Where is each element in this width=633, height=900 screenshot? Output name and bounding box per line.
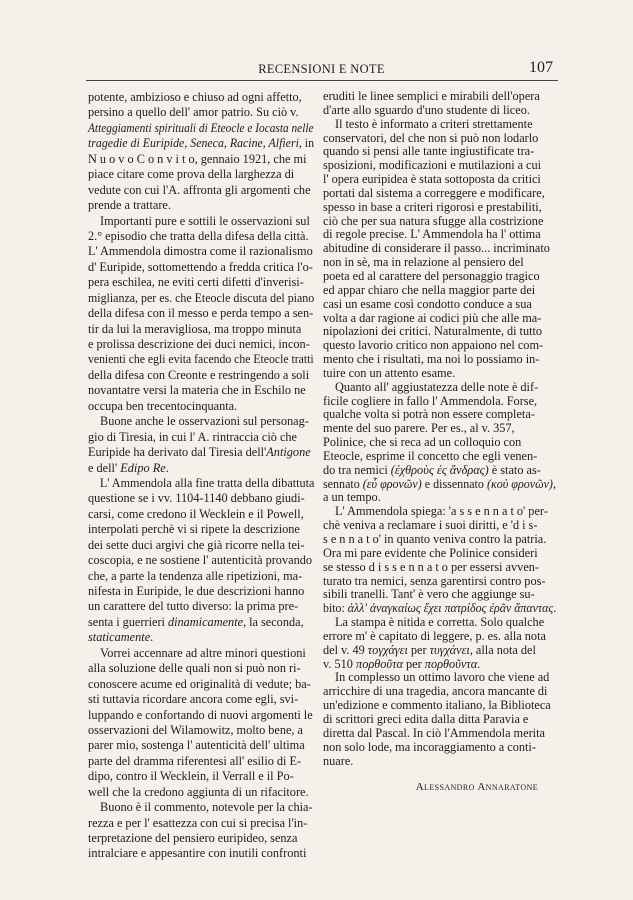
text-line (323, 256, 556, 270)
text: L' Ammendola alla fine tratta della dibattuta (99, 475, 315, 490)
text-line (88, 214, 314, 229)
text: piace citare come prova della larghezza di (88, 167, 295, 182)
text-line (323, 699, 556, 713)
text: in (301, 136, 315, 151)
text: della difesa con Creonte e restringendo a soli (88, 367, 310, 382)
paragraph (88, 414, 314, 476)
text: e dissennato (421, 476, 487, 491)
text-line (323, 339, 556, 353)
text: per (402, 656, 425, 671)
italic-text: staticamente (88, 630, 151, 645)
paragraph (88, 476, 314, 646)
text: d'arte allo sguardo d'uno studente di liceo. (323, 102, 530, 117)
text-line (88, 569, 314, 584)
text-line (88, 615, 314, 630)
text: qualche volta si potrà non essere completa- (323, 407, 535, 422)
text-line (323, 519, 556, 533)
text-line (88, 120, 314, 136)
text: del v. 49 (323, 642, 368, 657)
text: terpretazione del pensiero euripideo, senza (88, 831, 298, 845)
italic-text: dinamicamente (167, 614, 244, 629)
text-line (88, 553, 314, 568)
text: parte del dramma riferentesi all' esilio di E- (88, 753, 302, 768)
text: sti tuttavia ricordare ancora come egli, svi- (88, 692, 299, 707)
author-first-name: Alessandro (415, 781, 475, 794)
text: quando si pensi alle tante ingiustificate tra- (323, 144, 535, 159)
text-line (323, 395, 556, 409)
text-line (323, 533, 556, 547)
paragraph (88, 646, 314, 800)
text: coscopia, e ne sostiene l' autenticità provando (88, 553, 313, 568)
paragraph (88, 800, 314, 862)
text-line (88, 708, 314, 723)
text: ciò che per sua natura sfugge alla costrizione (323, 213, 544, 228)
paragraph (88, 214, 314, 415)
text-line (323, 215, 556, 229)
text: Importanti pure e sottili le osservazioni sul (100, 213, 310, 228)
text: abitudine di considerare il passo... incriminato (323, 241, 550, 256)
paragraph (323, 505, 556, 616)
text-line (323, 741, 556, 755)
text: nuare. (323, 753, 354, 768)
text-line (323, 201, 556, 215)
text-line (323, 422, 556, 436)
text-line (323, 132, 556, 146)
text: che, a parte la tendenza alle ripetizioni, ma- (88, 568, 303, 583)
text-line (88, 723, 314, 738)
text-line (323, 381, 556, 395)
paragraph (323, 118, 556, 381)
text: poeta ed al carattere del personaggio tragico (323, 268, 540, 283)
text-line (88, 661, 314, 676)
text: non in sè, ma in relazione al pensiero del (323, 255, 524, 270)
text: L' Ammendola dimostra come il razionalismo (88, 244, 313, 259)
italic-text: Edipo Re (120, 460, 166, 475)
text-line (88, 244, 314, 259)
text: , la seconda, (243, 614, 304, 629)
text-line (88, 769, 314, 784)
text-line (88, 322, 314, 337)
text-line (88, 399, 314, 414)
text: Ora mi pare evidente che Polinice consideri (323, 545, 538, 560)
text-line (88, 816, 314, 831)
italic-text: τυγχάνει (429, 642, 470, 657)
text-line (323, 450, 556, 464)
italic-text: τογχάγει (367, 642, 408, 657)
text-line (323, 159, 556, 173)
text-line (88, 507, 314, 522)
text: novantatre versi la materia che in Eschilo ne (88, 383, 306, 398)
page-number: 107 (529, 59, 553, 76)
text-line (323, 353, 556, 367)
text-line (323, 685, 556, 699)
text: senta i guerrieri (88, 614, 168, 629)
text-line (323, 367, 556, 381)
text: intralciare e appesantire con inutili confronti (88, 846, 307, 861)
author-signature (323, 780, 556, 794)
text: v. 510 (323, 656, 357, 671)
text: casi un esame così condotto conduce a sua (323, 296, 532, 311)
text: N u o v o C o n v i t o, gennaio 1921, che mi (88, 151, 307, 166)
text: Buono è il commento, notevole per la chia- (100, 800, 313, 815)
text-line (88, 306, 314, 321)
text: Vorrei accennare ad altre minori questioni (100, 645, 306, 660)
text-line (323, 228, 556, 242)
text: d' Euripide, sottomettendo a fredda critica l'o- (88, 259, 313, 274)
text-line (323, 464, 556, 478)
text: , (552, 476, 556, 491)
text: vedute con cui l'A. affronta gli argomenti che (88, 182, 311, 197)
text: , alla nota del (469, 642, 536, 657)
italic-text: ἀλλ' ἀναγκαίως ἔχει πατρίδος ἐρᾶν ἅπαντας (347, 601, 554, 616)
text-line (88, 352, 314, 367)
text-line (323, 242, 556, 256)
text-line (323, 658, 556, 672)
text-line (88, 430, 314, 445)
text-line (323, 298, 556, 312)
text: pera eschilea, ne eviti certi difetti d'inverisi- (88, 275, 304, 290)
text: l' opera euripidea è stata sottoposta da critici (323, 172, 541, 187)
text-line (323, 476, 556, 492)
text: gio di Tiresia, in cui l' A. rintraccia ciò che (88, 429, 298, 444)
text: chè veniva a reclamare i suoi diritti, e 'd i s- (323, 518, 538, 533)
text-line (88, 90, 314, 105)
text-line (88, 831, 314, 846)
text-line (88, 136, 315, 151)
italic-text: Antigone (266, 445, 311, 460)
text-line (88, 461, 314, 476)
text: sennato (323, 476, 363, 491)
text-line (323, 312, 556, 326)
author-last-name: Annaratone (477, 781, 538, 794)
text: well che la credono aggiunta di un rifacitore. (88, 784, 309, 799)
italic-text: (κοὐ φρονῶν) (486, 476, 553, 491)
text-line (88, 414, 314, 429)
text-line (323, 187, 556, 201)
text-line (323, 713, 556, 727)
paragraph (323, 381, 556, 506)
text: sibili tranelli. Tant' è vero che aggiunge su- (323, 587, 535, 602)
text-line (323, 491, 556, 505)
text-line (88, 677, 314, 692)
text-line (323, 616, 556, 630)
text-line (88, 167, 314, 182)
text-line (88, 290, 315, 306)
text: se stesso d i s s e n n a t o per essersi avven- (323, 559, 540, 574)
text-line (323, 644, 556, 658)
italic-text: (εὖ φρονῶν) (362, 476, 422, 491)
text: tir da lui la meravigliosa, ma troppo minuta (88, 321, 302, 336)
text-line (323, 630, 556, 644)
text: e prolissa descrizione dei duci nemici, incon- (88, 337, 310, 351)
text: 2.° episodio che tratta della difesa della città. (88, 228, 309, 243)
text-line (88, 337, 314, 352)
text-line (88, 383, 314, 398)
paragraph (323, 90, 556, 118)
text: Buone anche le osservazioni sul personag- (100, 414, 309, 429)
text: nifesta in Euripide, le due descrizioni hanno (88, 584, 305, 598)
text: a un tempo. (323, 490, 381, 505)
text-line (323, 671, 556, 685)
text: mente del suo parere. Per es., al v. 357, (323, 421, 515, 436)
text-line (323, 588, 556, 602)
text: Quanto all' aggiustatezza delle note è dif- (335, 379, 539, 394)
text-line (88, 229, 314, 244)
text: questo lavorio critico non appaiono nel com- (323, 338, 544, 353)
text-line (88, 445, 314, 460)
text-line (88, 198, 314, 213)
right-column (323, 90, 556, 794)
text: ficile cogliere in fallo l' Ammendola. Forse, (323, 393, 538, 408)
text: carsi, come credono il Wecklein e il Powell, (88, 506, 304, 521)
text-line (323, 575, 556, 589)
text-line (323, 90, 556, 104)
text: rezza e per l' esattezza con cui si precisa l'in- (88, 815, 308, 830)
text: persino a quello dell' amor patrio. Su ciò v. (88, 105, 299, 120)
running-title: RECENSIONI E NOTE (258, 62, 385, 76)
text-line (323, 145, 556, 159)
text: questione se i vv. 1104-1140 debbano giudi- (88, 491, 305, 506)
running-header (88, 60, 555, 80)
text: tuire con un attento esame. (323, 365, 456, 380)
text-line (323, 436, 556, 450)
text: occupa ben trecentocinquanta. (88, 398, 238, 413)
text: della difesa con il messo e perda tempo a sen- (88, 306, 314, 321)
text: La stampa è nitida e corretta. Solo qualche (335, 615, 545, 630)
text: sposizioni, modificazioni e mutilazioni a cui (323, 158, 542, 173)
text: luppando e confortando di nuovi argomenti le (88, 707, 313, 722)
text: conservatori, del che non si può non lodarlo (323, 130, 539, 145)
left-column (88, 90, 314, 862)
text: parer mio, sostenga l' autenticità dell' ultima (88, 738, 305, 753)
text: potente, ambizioso e chiuso ad ogni affetto, (88, 90, 302, 104)
text: di scrittori greci edita dalla ditta Paravia e (323, 711, 529, 726)
text: Il testo è informato a criteri strettamente (335, 116, 533, 131)
text-line (88, 260, 314, 275)
text-line (323, 505, 556, 519)
text-line (88, 105, 314, 120)
text-line (88, 630, 314, 645)
text: di regole precise. L' Ammendola ha l' ottima (323, 227, 541, 242)
text: per (407, 642, 430, 657)
text-line (88, 183, 314, 198)
text: dipo, contro il Wecklein, il Verrall e il Po- (88, 769, 294, 784)
text-line (323, 755, 556, 769)
paragraph (323, 671, 556, 768)
text-line (88, 152, 314, 167)
text-line (88, 692, 314, 707)
text-line (323, 561, 556, 575)
text: non solo lode, ma incoraggiamento a conti- (323, 739, 536, 754)
text: interpolati perchè vi si ripete la descrizione (88, 522, 300, 537)
text: un carattere del tutto diverso: la prima pre- (88, 599, 299, 614)
text: un'edizione e commento italiano, la Biblioteca (323, 698, 551, 713)
italic-text: (ἐχθροὺς ἐς ἄνδρας) (390, 462, 489, 477)
italic-text: tragedie di Euripide, Seneca, Racine, Alfieri, (88, 136, 302, 151)
text-line (88, 584, 314, 599)
text: s e n n a t o' in quanto veniva contro la patria. (323, 532, 547, 546)
text-line (323, 173, 556, 187)
text: osservazioni del Wilamowitz, molto bene, a (88, 722, 303, 737)
text-line (88, 785, 314, 800)
text-line (88, 646, 314, 661)
text: do tra nemici (323, 462, 391, 477)
text: . (553, 601, 557, 616)
text: bito: (323, 601, 348, 616)
text-line (88, 800, 314, 815)
text-line (88, 522, 314, 537)
paragraph (88, 90, 314, 214)
text: conoscere acume ed originalità di vedute; ba- (88, 676, 311, 691)
text: diretta dal Pascal. In ciò l'Ammendola merita (323, 725, 545, 740)
text: In complesso un ottimo lavoro che viene ad (335, 670, 550, 685)
text: dei sette duci argivi che già ricorre nella tei- (88, 537, 305, 552)
text-line (88, 368, 314, 383)
text-line (323, 727, 556, 741)
text-line (88, 491, 314, 506)
text-line (88, 599, 314, 614)
text: volta a dar ragione ai codici più che alle ma- (323, 310, 542, 325)
text: portati dal sistema a correggere e modificare, (323, 185, 545, 200)
text: errore m' è capitato di leggere, p. es. alla nota (323, 628, 546, 643)
text: eruditi le linee semplici e mirabili dell'opera (323, 89, 540, 103)
text: e dell' (88, 460, 121, 475)
text-line (88, 846, 314, 861)
text-line (88, 275, 314, 290)
text-line (323, 284, 556, 298)
text: miglianza, per es. che Eteocle discuta del piano (88, 290, 315, 305)
paragraph (323, 616, 556, 671)
text: turato tra nemici, senza garentirsi contro pos- (323, 573, 546, 588)
text-line (88, 754, 314, 769)
header-rule (86, 80, 558, 81)
italic-text: πορθοῦτα (356, 656, 403, 671)
text: alla soluzione delle quali non si può non ri- (88, 661, 301, 676)
text: . (150, 630, 154, 645)
text: ed appar chiaro che nella maggior parte dei (323, 282, 536, 297)
italic-text: Atteggiamenti spirituali di Eteocle e Iocasta nelle (88, 120, 314, 135)
text: mento che i risultati, ma noi lo possiamo in- (323, 352, 540, 367)
text: venienti che egli evita facendo che Eteocle tratti (88, 352, 314, 367)
text: è stato as- (488, 462, 541, 477)
text-line (88, 475, 315, 491)
text-line (323, 270, 556, 284)
text-line (323, 408, 556, 422)
text: Polinice, che si reca ad un colloquio con (323, 435, 522, 450)
italic-text: πορθοῦντα (424, 656, 478, 671)
text: spesso in base a criteri rigorosi e prestabiliti, (323, 199, 542, 214)
text-line (88, 738, 314, 753)
text: L' Ammendola spiega: 'a s s e n n a t o' per- (335, 504, 548, 519)
text-line (323, 547, 556, 561)
text: . (165, 460, 169, 475)
text: Euripide ha derivato dal Tiresia dell' (88, 445, 267, 460)
text-line (323, 104, 556, 118)
text: . (477, 656, 481, 671)
text-line (323, 325, 556, 339)
text-line (323, 118, 556, 132)
text: prende a trattare. (88, 198, 171, 213)
text: arricchire di una tragedia, ancora mancante di (323, 684, 548, 699)
text-line (323, 601, 557, 616)
text-line (88, 538, 314, 553)
text: Eteocle, esprime il concetto che egli venen- (323, 448, 538, 463)
text: nipolazioni dei critici. Naturalmente, di tutto (323, 324, 543, 339)
